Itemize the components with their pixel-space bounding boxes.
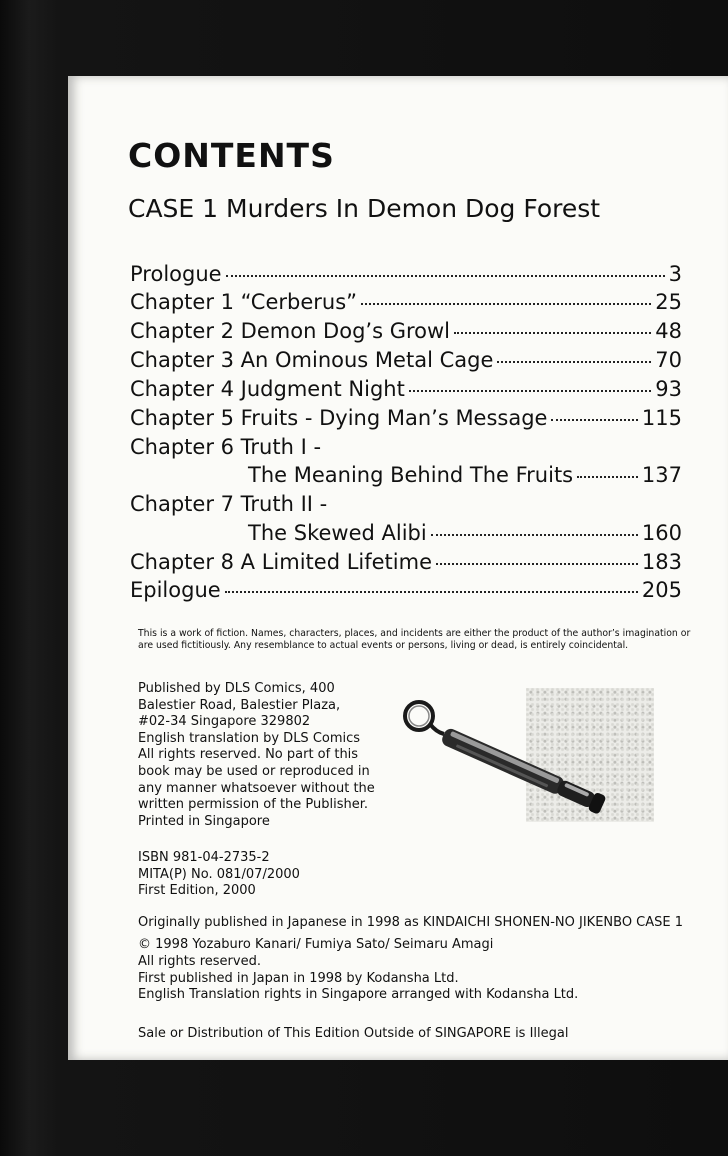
leader-dots — [436, 563, 638, 565]
toc-entry-label: Chapter 8 A Limited Lifetime — [130, 550, 432, 574]
toc-entry-page: 93 — [655, 377, 682, 401]
toc-entry-page: 205 — [641, 578, 682, 602]
toc-entry-page: 137 — [641, 463, 682, 487]
toc-entry-label: Chapter 1 “Cerberus” — [130, 290, 358, 314]
copyright-line: © 1998 Yozaburo Kanari/ Fumiya Sato/ Seimaru Amagi — [138, 937, 494, 952]
publisher-line: #02-34 Singapore 329802 — [138, 714, 311, 730]
copyright-line: English Translation rights in Singapore arranged with Kodansha Ltd. — [138, 987, 579, 1003]
toc-entry-chapter-6 — [130, 435, 682, 463]
toc-entry-page: 183 — [641, 550, 682, 574]
copyright-info — [138, 937, 698, 1004]
toc-entry-page: 25 — [655, 290, 682, 314]
toc-entry-page: 160 — [641, 521, 682, 545]
isbn-line: First Edition, 2000 — [138, 883, 256, 899]
toc-entry-chapter-4 — [130, 377, 682, 405]
toc-entry-chapter-3 — [130, 348, 682, 376]
whistle-icon — [400, 694, 660, 814]
toc-entry-epilogue — [130, 578, 682, 606]
toc-entry-label: Chapter 5 Fruits - Dying Man’s Message — [130, 406, 548, 430]
toc-entry-page: 115 — [641, 406, 682, 430]
publisher-line: book may be used or reproduced in — [138, 763, 370, 779]
leader-dots — [497, 361, 651, 363]
toc-entry-chapter-7-subtitle — [130, 521, 682, 549]
copyright-line: First published in Japan in 1998 by Kodansha Ltd. — [138, 970, 459, 986]
page-title: CONTENTS — [128, 136, 335, 175]
toc-entry-label: Epilogue — [130, 578, 221, 602]
toc-entry-prologue — [130, 262, 682, 290]
leader-dots — [454, 332, 651, 334]
leader-dots — [409, 390, 651, 392]
isbn-info — [138, 850, 398, 900]
isbn-line: ISBN 981-04-2735-2 — [138, 850, 270, 865]
sale-notice: Sale or Distribution of This Edition Outside of SINGAPORE is Illegal — [138, 1026, 569, 1041]
toc-entry-page: 70 — [655, 348, 682, 372]
original-publication-note: Originally published in Japanese in 1998 as KINDAICHI SHONEN-NO JIKENBO CASE 1 — [138, 915, 684, 930]
toc-entry-chapter-7 — [130, 492, 682, 520]
toc-entry-label: Chapter 4 Judgment Night — [130, 377, 405, 401]
publisher-line: All rights reserved. No part of this — [138, 747, 359, 763]
leader-dots — [551, 419, 637, 421]
toc-entry-chapter-5 — [130, 406, 682, 434]
toc-entry-label: Chapter 3 An Ominous Metal Cage — [130, 348, 494, 372]
fiction-disclaimer: This is a work of fiction. Names, characters, places, and incidents are either the product of the author’s imagination or are used fictitiously. Any resemblance to actual events or persons, living or dead, is entirely coincidental. — [138, 628, 691, 651]
publisher-line: Printed in Singapore — [138, 813, 270, 829]
publisher-line: Balestier Road, Balestier Plaza, — [138, 697, 341, 713]
copyright-line: All rights reserved. — [138, 953, 261, 969]
isbn-line: MITA(P) No. 081/07/2000 — [138, 866, 300, 882]
leader-dots — [225, 591, 638, 593]
case-title: CASE 1 Murders In Demon Dog Forest — [128, 194, 601, 223]
contents-page — [68, 76, 728, 1060]
publisher-line: English translation by DLS Comics — [138, 730, 361, 746]
publisher-line: written permission of the Publisher. — [138, 797, 369, 813]
leader-dots — [361, 303, 651, 305]
toc-entry-label: Chapter 7 Truth II - — [130, 492, 328, 516]
toc-entry-page: 3 — [668, 262, 682, 286]
toc-entry-label: The Meaning Behind The Fruits — [248, 463, 574, 487]
toc-entry-chapter-2 — [130, 319, 682, 347]
publisher-line: any manner whatsoever without the — [138, 780, 375, 796]
toc-entry-chapter-6-subtitle — [130, 463, 682, 491]
toc-entry-label: The Skewed Alibi — [248, 521, 427, 545]
toc-entry-label: Prologue — [130, 262, 222, 286]
leader-dots — [431, 534, 638, 536]
leader-dots — [577, 476, 638, 478]
toc-entry-label: Chapter 2 Demon Dog’s Growl — [130, 319, 450, 343]
publisher-info — [138, 681, 398, 830]
toc-entry-chapter-1 — [130, 290, 682, 318]
leader-dots — [226, 275, 665, 277]
publisher-line: Published by DLS Comics, 400 — [138, 681, 335, 696]
toc-entry-page: 48 — [655, 319, 682, 343]
toc-entry-chapter-8 — [130, 550, 682, 578]
toc-entry-label: Chapter 6 Truth I - — [130, 435, 322, 459]
